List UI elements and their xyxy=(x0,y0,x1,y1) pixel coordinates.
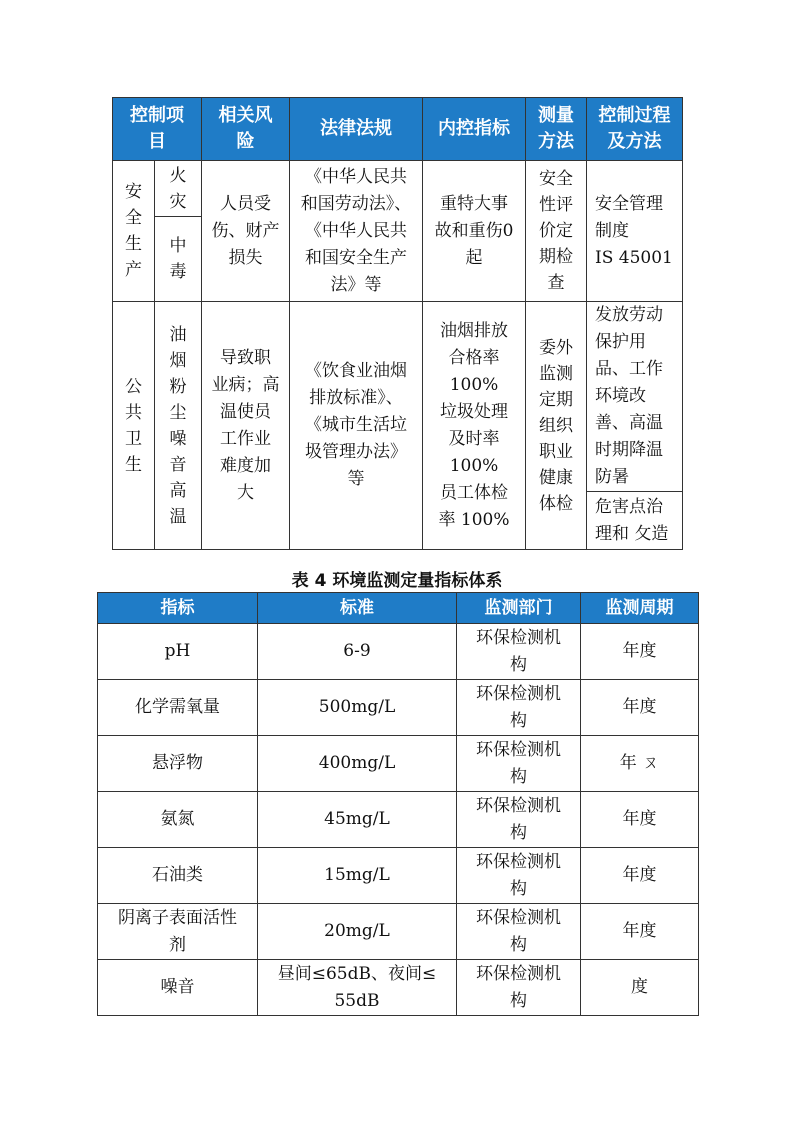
department: 环保检测机 构 xyxy=(457,680,581,736)
indicator-cell: 油烟排放 合格率 100% 垃圾处理 及时率 100% 员工体检 率 100% xyxy=(423,302,526,550)
table-row xyxy=(98,960,699,1016)
table-row xyxy=(98,792,699,848)
standard-value: 45mg/L xyxy=(258,792,457,848)
table-row xyxy=(98,904,699,960)
table-caption: 表 4 环境监测定量指标体系 xyxy=(291,571,503,591)
standard-value: 400mg/L xyxy=(258,736,457,792)
header-standard: 标准 xyxy=(258,593,457,624)
table-row xyxy=(113,302,683,492)
department: 环保检测机 构 xyxy=(457,848,581,904)
method-cell: 委外 监测 定期 组织 职业 健康 体检 xyxy=(526,302,587,550)
indicator-name: 氨氮 xyxy=(98,792,258,848)
table-row xyxy=(113,161,683,217)
process-cell: 危害点治 理和 攵造 xyxy=(587,492,683,550)
department: 环保检测机 构 xyxy=(457,904,581,960)
cycle: 年 ㄡ xyxy=(581,736,699,792)
risk-cell: 导致职 业病；高 温使员 工作业 难度加 大 xyxy=(202,302,290,550)
department: 环保检测机 构 xyxy=(457,736,581,792)
cycle: 年度 xyxy=(581,624,699,680)
table-row xyxy=(98,848,699,904)
cycle: 年度 xyxy=(581,792,699,848)
department: 环保检测机 构 xyxy=(457,792,581,848)
law-cell: 《饮食业油烟 排放标准》、 《城市生活垃 圾管理办法》 等 xyxy=(290,302,423,550)
header-law: 法律法规 xyxy=(290,98,423,161)
process-cell: 安全管理 制度 IS 45001 xyxy=(587,161,683,302)
department: 环保检测机 构 xyxy=(457,624,581,680)
header-method: 测量 方法 xyxy=(526,98,587,161)
control-items-table xyxy=(112,97,683,550)
table-row xyxy=(98,680,699,736)
risk-cell: 人员受 伤、财产 损失 xyxy=(202,161,290,302)
method-cell: 安全 性评 价定 期检 查 xyxy=(526,161,587,302)
standard-value: 昼间≤65dB、夜间≤ 55dB xyxy=(258,960,457,1016)
cycle: 年度 xyxy=(581,680,699,736)
indicator-name: 噪音 xyxy=(98,960,258,1016)
standard-value: 15mg/L xyxy=(258,848,457,904)
table-row xyxy=(98,624,699,680)
standard-value: 500mg/L xyxy=(258,680,457,736)
department: 环保检测机 构 xyxy=(457,960,581,1016)
header-control-item: 控制项 目 xyxy=(113,98,202,161)
category-safety: 安 全 生 产 xyxy=(113,161,155,302)
category-public-health: 公 共 卫 生 xyxy=(113,302,155,550)
item-fumes: 油 烟 粉 尘 噪 音 高 温 xyxy=(155,302,202,550)
cycle: 年度 xyxy=(581,848,699,904)
header-risk: 相关风 险 xyxy=(202,98,290,161)
cycle: 度 xyxy=(581,960,699,1016)
header-process: 控制过程 及方法 xyxy=(587,98,683,161)
table-row xyxy=(98,736,699,792)
indicator-cell: 重特大事 故和重伤0 起 xyxy=(423,161,526,302)
indicator-name: 石油类 xyxy=(98,848,258,904)
item-fire: 火 灾 xyxy=(155,161,202,217)
environment-monitoring-table xyxy=(97,592,699,1016)
standard-value: 6-9 xyxy=(258,624,457,680)
header-cycle: 监测周期 xyxy=(581,593,699,624)
indicator-name: pH xyxy=(98,624,258,680)
process-cell: 发放劳动 保护用 品、工作 环境改 善、高温 时期降温 防暑 xyxy=(587,302,683,492)
law-cell: 《中华人民共 和国劳动法》、 《中华人民共 和国安全生产 法》等 xyxy=(290,161,423,302)
indicator-name: 悬浮物 xyxy=(98,736,258,792)
header-indicator: 指标 xyxy=(98,593,258,624)
header-department: 监测部门 xyxy=(457,593,581,624)
item-poisoning: 中 毒 xyxy=(155,217,202,302)
cycle: 年度 xyxy=(581,904,699,960)
header-indicator: 内控指标 xyxy=(423,98,526,161)
standard-value: 20mg/L xyxy=(258,904,457,960)
indicator-name: 化学需氧量 xyxy=(98,680,258,736)
indicator-name: 阴离子表面活性 剂 xyxy=(98,904,258,960)
table1-header-row xyxy=(113,98,683,161)
table2-header-row xyxy=(98,593,699,624)
